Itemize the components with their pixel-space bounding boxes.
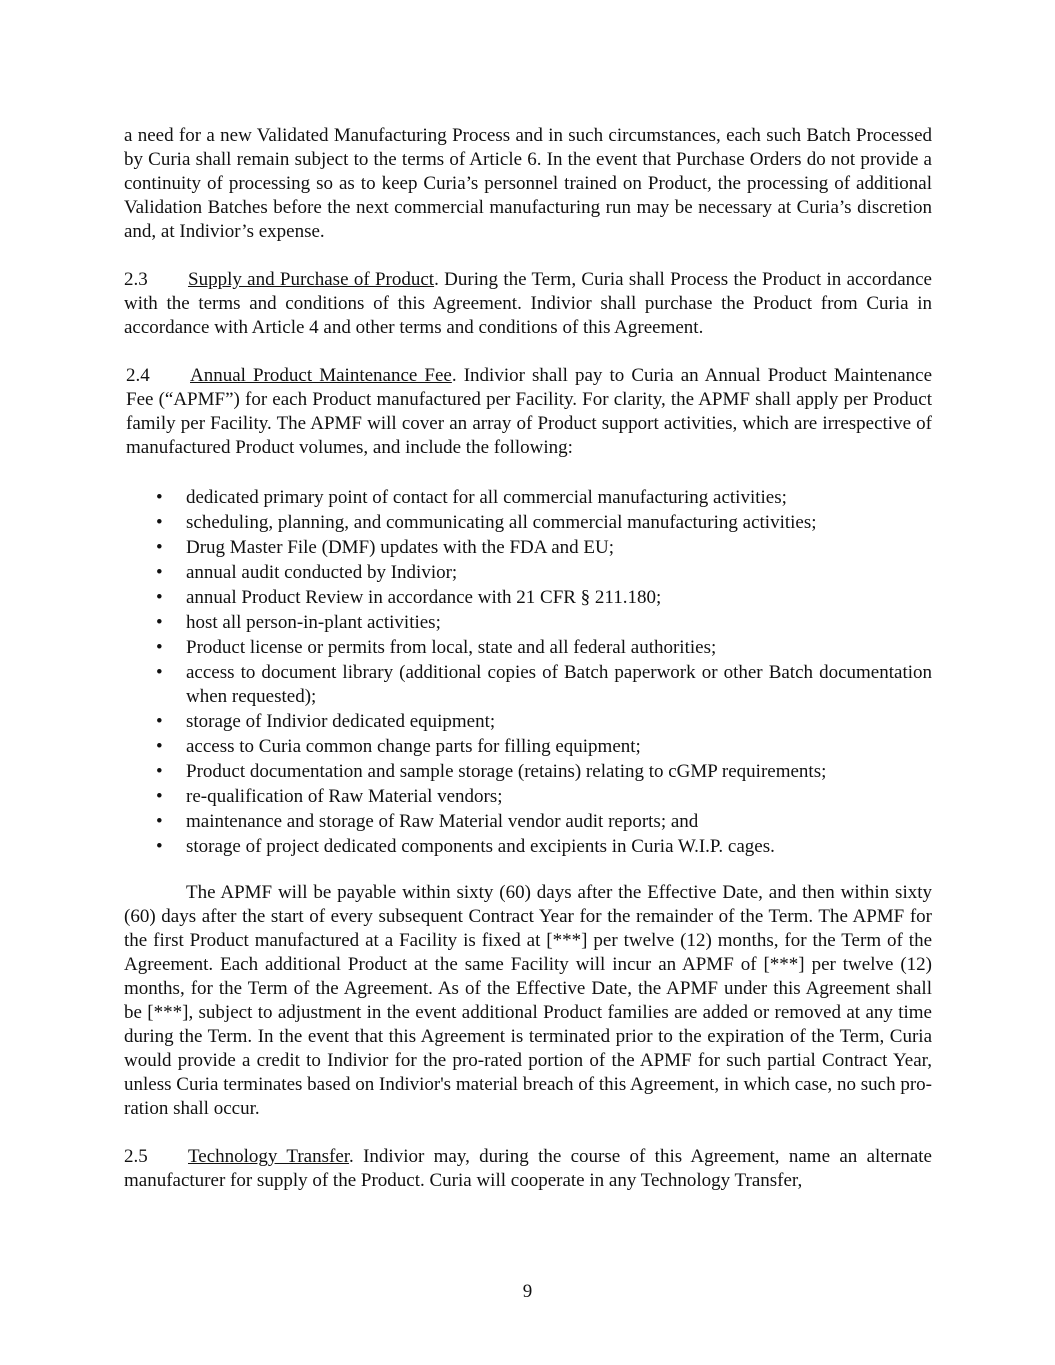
list-item-text: re-qualification of Raw Material vendors;	[186, 786, 503, 807]
list-item-text: host all person-in-plant activities;	[186, 612, 441, 633]
bullet-icon: •	[156, 537, 163, 558]
bullet-icon: •	[156, 512, 163, 533]
section-number: 2.5	[124, 1146, 148, 1167]
section-2-3	[124, 268, 932, 340]
list-item-text: Product documentation and sample storage (retains) relating to cGMP requirements;	[186, 761, 827, 782]
list-item	[124, 536, 932, 560]
list-item	[124, 586, 932, 610]
apmf-activities-list	[124, 486, 932, 859]
list-item	[124, 835, 932, 859]
section-heading: Technology Transfer	[188, 1146, 350, 1167]
section-number: 2.3	[124, 269, 148, 290]
bullet-icon: •	[156, 637, 163, 658]
list-item	[124, 486, 932, 510]
list-item	[124, 760, 932, 784]
list-item-text: scheduling, planning, and communicating all commercial manufacturing activities;	[186, 512, 817, 533]
bullet-icon: •	[156, 487, 163, 508]
section-2-5	[124, 1145, 932, 1193]
list-item-text: maintenance and storage of Raw Material vendor audit reports; and	[186, 811, 699, 832]
section-body: . Indivior may, during the course of this Agreement, name an alternate manufacturer for supply of the Product. Curia will cooperate in any Technology Transfer,	[124, 1146, 932, 1191]
bullet-icon: •	[156, 736, 163, 757]
list-item-text: dedicated primary point of contact for all commercial manufacturing activities;	[186, 487, 787, 508]
list-item-text: annual Product Review in accordance with 21 CFR § 211.180;	[186, 587, 662, 608]
section-2-4	[124, 364, 932, 460]
document-page	[124, 124, 932, 1193]
list-item-text: Drug Master File (DMF) updates with the FDA and EU;	[186, 537, 614, 558]
list-item	[124, 561, 932, 585]
list-item	[124, 710, 932, 734]
list-item-text: access to Curia common change parts for filling equipment;	[186, 736, 641, 757]
list-item-text: annual audit conducted by Indivior;	[186, 562, 458, 583]
section-number: 2.4	[126, 365, 150, 386]
section-heading: Annual Product Maintenance Fee	[190, 365, 452, 386]
list-item-text: storage of project dedicated components and excipients in Curia W.I.P. cages.	[186, 836, 775, 857]
list-item	[124, 611, 932, 635]
page-number: 9	[522, 1281, 533, 1302]
list-item	[124, 661, 932, 709]
section-body: . During the Term, Curia shall Process the Product in accordance with the terms and conditions of this Agreement. Indivior shall purchase the Product from Curia in accordance with Article 4 and other terms and conditions of this Agreement.	[124, 269, 932, 338]
list-item	[124, 735, 932, 759]
bullet-icon: •	[156, 711, 163, 732]
bullet-icon: •	[156, 662, 163, 683]
bullet-icon: •	[156, 836, 163, 857]
apmf-payment-paragraph: The APMF will be payable within sixty (60) days after the Effective Date, and then within sixty (60) days after the start of every subsequent Contract Year for the remainder of the Term. The APMF for the first Product manufactured at a Facility is fixed at [***] per twelve (12) months, for the Term of the Agreement. Each additional Product at the same Facility will incur an APMF of [***] per twelve (12) months, for the Term of the Agreement. As of the Effective Date, the APMF under this Agreement shall be [***], subject to adjustment in the event additional Product families are added or removed at any time during the Term. In the event that this Agreement is terminated prior to the expiration of the Term, Curia would provide a credit to Indivior for the pro-rated portion of the APMF for such partial Contract Year, unless Curia terminates based on Indivior's material breach of this Agreement, in which case, no such pro-ration shall occur.	[124, 882, 932, 1119]
section-heading: Supply and Purchase of Product	[188, 269, 435, 290]
list-item	[124, 511, 932, 535]
bullet-icon: •	[156, 612, 163, 633]
bullet-icon: •	[156, 786, 163, 807]
list-item-text: storage of Indivior dedicated equipment;	[186, 711, 496, 732]
bullet-icon: •	[156, 562, 163, 583]
list-item	[124, 810, 932, 834]
section-body: . Indivior shall pay to Curia an Annual Product Maintenance Fee (“APMF”) for each Product manufactured per Facility. For clarity, the APMF shall apply per Product family per Facility. The APMF will cover an array of Product support activities, which are irrespective of manufactured Product volumes, and include the following:	[126, 365, 933, 458]
bullet-icon: •	[156, 587, 163, 608]
continued-paragraph: a need for a new Validated Manufacturing Process and in such circumstances, each such Batch Processed by Curia shall remain subject to the terms of Article 6. In the event that Purchase Orders do not provide a continuity of processing so as to keep Curia’s personnel trained on Product, the processing of additional Validation Batches before the next commercial manufacturing run may be necessary at Curia’s discretion and, at Indivior’s expense.	[124, 125, 932, 242]
bullet-icon: •	[156, 761, 163, 782]
list-item-text: access to document library (additional copies of Batch paperwork or other Batch documentation when requested);	[186, 662, 932, 707]
list-item	[124, 785, 932, 809]
list-item	[124, 636, 932, 660]
bullet-icon: •	[156, 811, 163, 832]
list-item-text: Product license or permits from local, state and all federal authorities;	[186, 637, 717, 658]
